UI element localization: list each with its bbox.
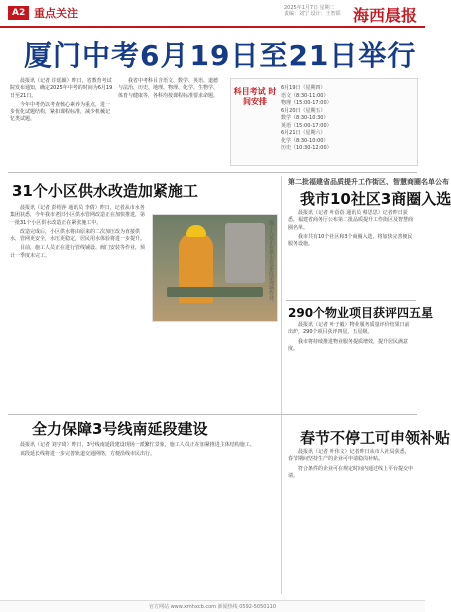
article-paragraph: 晨报讯（记者 叶子毅）物业服务质量评价结果日前出炉，290个项目获评四星、五星级。 (288, 322, 410, 336)
article-title: 春节不停工可申领补贴 (300, 429, 451, 447)
schedule-line: 6月20日（星期五） (281, 107, 326, 114)
construction-photo (152, 214, 278, 322)
column-divider (281, 176, 282, 594)
schedule-line: 物理（15:00-17:00） (281, 100, 332, 106)
equipment (225, 223, 265, 283)
article-paragraph: 晨报讯（记者 彭绍萍 通讯员 李倩）昨日，记者从市水务集团获悉，今年我市老旧小区供水管网改造正在加快推进，第一批31个小区供水改造正在紧张施工中。 (10, 205, 146, 226)
header-meta (284, 5, 354, 17)
page-number: A2 (8, 6, 29, 20)
section-divider (8, 414, 417, 415)
section-divider (8, 172, 417, 173)
schedule-line: 6月19日（星期四） (281, 85, 326, 91)
article-body (10, 205, 146, 315)
photo-caption: 施工人员正在供水管道改造现场作业。 (268, 220, 274, 305)
article-body (288, 449, 414, 592)
intro-column-2 (118, 78, 222, 168)
article-paragraph: 改造完成后，小区供水将由原来的二次加压改为直接供水，管网更安全，水压更稳定，居民用水体验将进一步提升。 (10, 228, 146, 242)
article-body (288, 322, 414, 420)
page-header (0, 0, 425, 28)
article-paragraph: 晨报讯（记者 刘宇琦）昨日，3号线南延段建设现场一派繁忙景象，施工人员正在加紧推进主体结构施工。 (20, 442, 255, 448)
pipe (167, 287, 263, 297)
article-paragraph: 晨报讯（记者 叶蓓蓓 通讯员 蔡思思）记者昨日获悉，福建省商务厅公布第二批品质提升工作街区及智慧商圈名单。 (288, 210, 414, 231)
article-paragraph: 该段延长线将进一步完善轨道交通网络，方便沿线市民出行。 (20, 451, 156, 458)
schedule-title: 科目考试 时间安排 (233, 87, 277, 106)
article-body (288, 210, 414, 294)
section-title: 重点关注 (34, 7, 78, 20)
masthead: 海西晨报 (352, 6, 417, 25)
schedule-line: 语文（8:30-11:00） (281, 92, 329, 99)
intro-paragraph: 晨报讯（记者 许瑶颖）昨日，省教育考试院发布通知，确定2025年中考的时间为6月19日至21日。 (10, 78, 113, 99)
intro-column-1 (10, 78, 114, 168)
article-body (10, 442, 276, 592)
article-kicker: 第二批福建省品质提升工作街区、智慧商圈名单公布 (288, 178, 449, 186)
intro-paragraph: 今年中考仍以考查核心素养为重点，进一步优化试题结构，紧扣课程标准，减少机械记忆类试题。 (10, 101, 111, 123)
article-title: 290个物业项目获评四五星 (288, 306, 434, 320)
date-line: 2025年1月7日 星期二 (284, 5, 335, 11)
article-title: 全力保障3号线南延段建设 (32, 420, 208, 438)
schedule-line: 化学（8:30-10:00） (281, 137, 329, 144)
page-footer (0, 600, 425, 612)
article-title: 31个小区供水改造加紧施工 (12, 182, 198, 200)
schedule-list (281, 85, 411, 153)
article-paragraph: 目前，施工人员正在进行管线铺设、阀门安装等作业，预计一季度末完工。 (10, 245, 146, 259)
article-paragraph: 我市共有10个社区和3个商圈入选，将加快完善便民服务设施。 (288, 233, 413, 247)
helmet (186, 225, 206, 237)
main-headline: 厦门中考6月19日至21日举行 (24, 39, 417, 72)
article-paragraph: 我市将持续推进物业服务提质增效，提升居民满意度。 (288, 338, 409, 352)
exam-schedule (230, 78, 418, 166)
schedule-line: 历史（10:30-12:00） (281, 145, 332, 151)
schedule-line: 英语（15:00-17:00） (281, 122, 332, 129)
article-paragraph: 符合条件的企业可在规定时间内通过线上平台提交申请。 (288, 465, 414, 479)
footer-text: 官方网站 www.xmhxcb.com 新闻热线 0592-5050110 (148, 604, 277, 610)
schedule-line: 数学（8:30-10:30） (281, 115, 329, 121)
article-paragraph: 晨报讯（记者 叶伟文）记者昨日从市人社局获悉，春节期间坚持生产的企业可申请稳岗补贴。 (288, 449, 410, 463)
section-divider (286, 300, 416, 301)
schedule-line: 6月21日（星期六） (281, 130, 326, 136)
intro-paragraph: 我省中考科目含语文、数学、英语、道德与法治、历史、地理、物理、化学、生物学、体育与健康等，各科均按课程标准要求命题。 (118, 78, 219, 99)
article-title: 我市10社区3商圈入选 (300, 190, 451, 208)
editor-line: 责编：刘宁 设计：王智韬 (284, 11, 341, 17)
